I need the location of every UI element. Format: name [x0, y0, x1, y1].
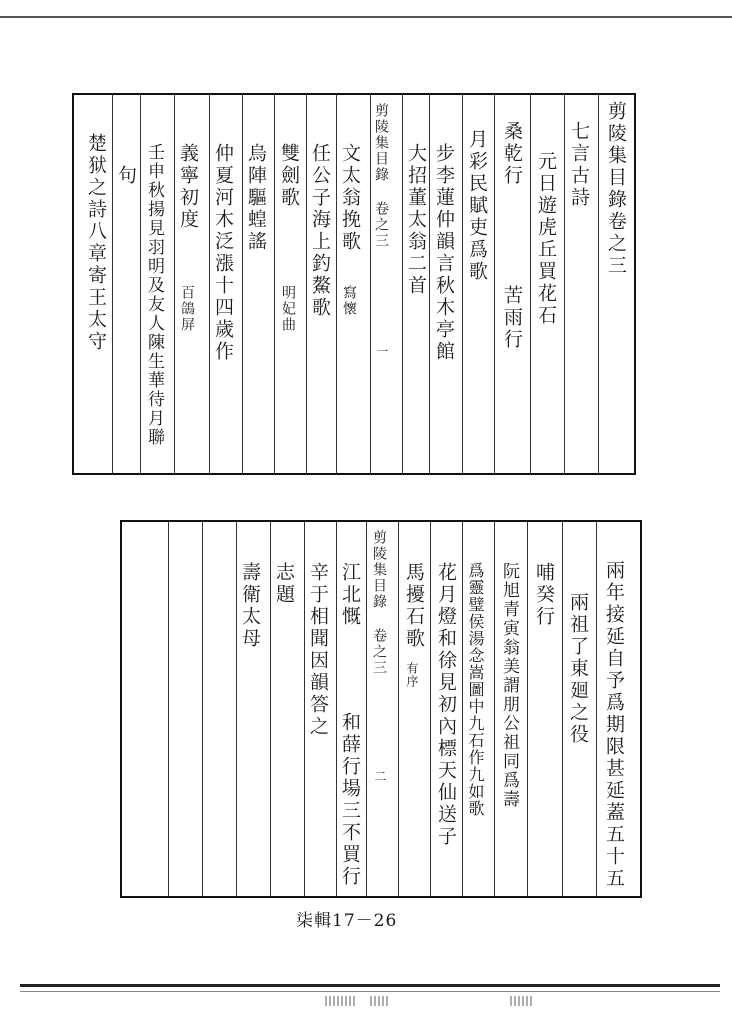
entry-note: 明妃曲 [280, 285, 296, 333]
entry-title: 楚狱之詩八章寄王太守 [85, 133, 107, 353]
entry-title: 壬申秋揚見羽明及友人陳生華待月聯 [144, 143, 164, 447]
column-rule [402, 95, 403, 473]
column-rule [242, 95, 243, 473]
column-rule [366, 522, 367, 896]
column-rule [494, 522, 495, 896]
entry-title: 任公子海上釣鰲歌 [309, 143, 331, 319]
entry-title: 月彩民賦吏爲歌 [466, 129, 488, 283]
scan-artifact [325, 996, 355, 1006]
bottom-border-line [20, 991, 720, 992]
entry-note: 有序 [405, 662, 419, 688]
lower-page-panel [120, 520, 642, 898]
entry-title: 花月燈和徐見初內標天仙送子 [435, 562, 457, 848]
entry-title: 馬擾石歌 [403, 562, 425, 650]
column-rule [527, 522, 528, 896]
entry-title: 元日遊虎丘買花石 [535, 151, 557, 327]
column-rule [304, 522, 305, 896]
entry-title: 哺癸行 [533, 562, 555, 628]
section-heading: 七言古詩 [568, 121, 590, 209]
gutter-number: 二 [373, 770, 387, 783]
top-border-line [0, 16, 732, 18]
bottom-border-line [20, 984, 720, 987]
column-rule [596, 522, 597, 896]
column-rule [140, 95, 141, 473]
entry-title: 兩祖了東廻之役 [567, 592, 589, 746]
column-rule [202, 522, 203, 896]
scan-artifact [510, 996, 532, 1006]
column-rule [370, 95, 371, 473]
column-rule [530, 95, 531, 473]
column-rule [274, 95, 275, 473]
column-rule [168, 522, 169, 896]
scan-artifact [370, 996, 390, 1006]
column-rule [429, 95, 430, 473]
entry-title: 江北慨 [339, 562, 361, 628]
entry-note: 寫懷 [341, 285, 357, 317]
column-rule [336, 95, 337, 473]
page-footer-label: 柒輯17－26 [296, 911, 398, 931]
column-rule [462, 95, 463, 473]
column-rule [462, 522, 463, 896]
entry-title: 句 [115, 165, 137, 187]
entry-title: 文太翁挽歌 [339, 143, 361, 253]
entry-title: 仲夏河木泛漲十四歲作 [212, 143, 234, 363]
entry-title: 義寧初度 [177, 143, 199, 231]
column-rule [598, 95, 599, 473]
gutter-number: 一 [375, 345, 389, 358]
entry-title: 步李蓮仲韻言秋木亭館 [433, 143, 455, 363]
entry-title: 爲靈璧侯湯念嵩圖中九石作九如歌 [466, 562, 485, 817]
column-rule [562, 522, 563, 896]
column-rule [494, 95, 495, 473]
entry-title: 大招董太翁二首 [405, 143, 427, 297]
column-rule [336, 522, 337, 896]
entry-title: 烏陣驅蝗謠 [245, 143, 267, 253]
entry-title: 苦雨行 [501, 285, 523, 351]
column-rule [112, 95, 113, 473]
column-rule [306, 95, 307, 473]
entry-title: 和薛行場三不買行 [339, 712, 361, 888]
column-rule [398, 522, 399, 896]
column-rule [564, 95, 565, 473]
entry-title: 兩年接延自予爲期限甚延蓋五十五 [603, 560, 625, 890]
entry-note: 百鴿屏 [179, 285, 195, 333]
entry-title: 阮旭青寅翁美謂朋公祖同爲壽 [499, 562, 519, 809]
column-rule [209, 95, 210, 473]
gutter-label: 剪陵集目錄 卷之三 [371, 530, 387, 676]
upper-page-panel [72, 93, 636, 475]
column-rule [430, 522, 431, 896]
volume-header: 剪陵集目錄卷之三 [605, 101, 627, 277]
gutter-label: 剪陵集目錄 卷之三 [373, 103, 389, 249]
column-rule [270, 522, 271, 896]
entry-title: 志題 [273, 562, 295, 606]
entry-title: 桑乾行 [501, 121, 523, 187]
entry-title: 辛于相聞因韻答之 [307, 562, 329, 738]
entry-title: 壽衛太母 [239, 562, 261, 650]
column-rule [174, 95, 175, 473]
column-rule [236, 522, 237, 896]
entry-title: 雙劍歌 [278, 143, 300, 209]
